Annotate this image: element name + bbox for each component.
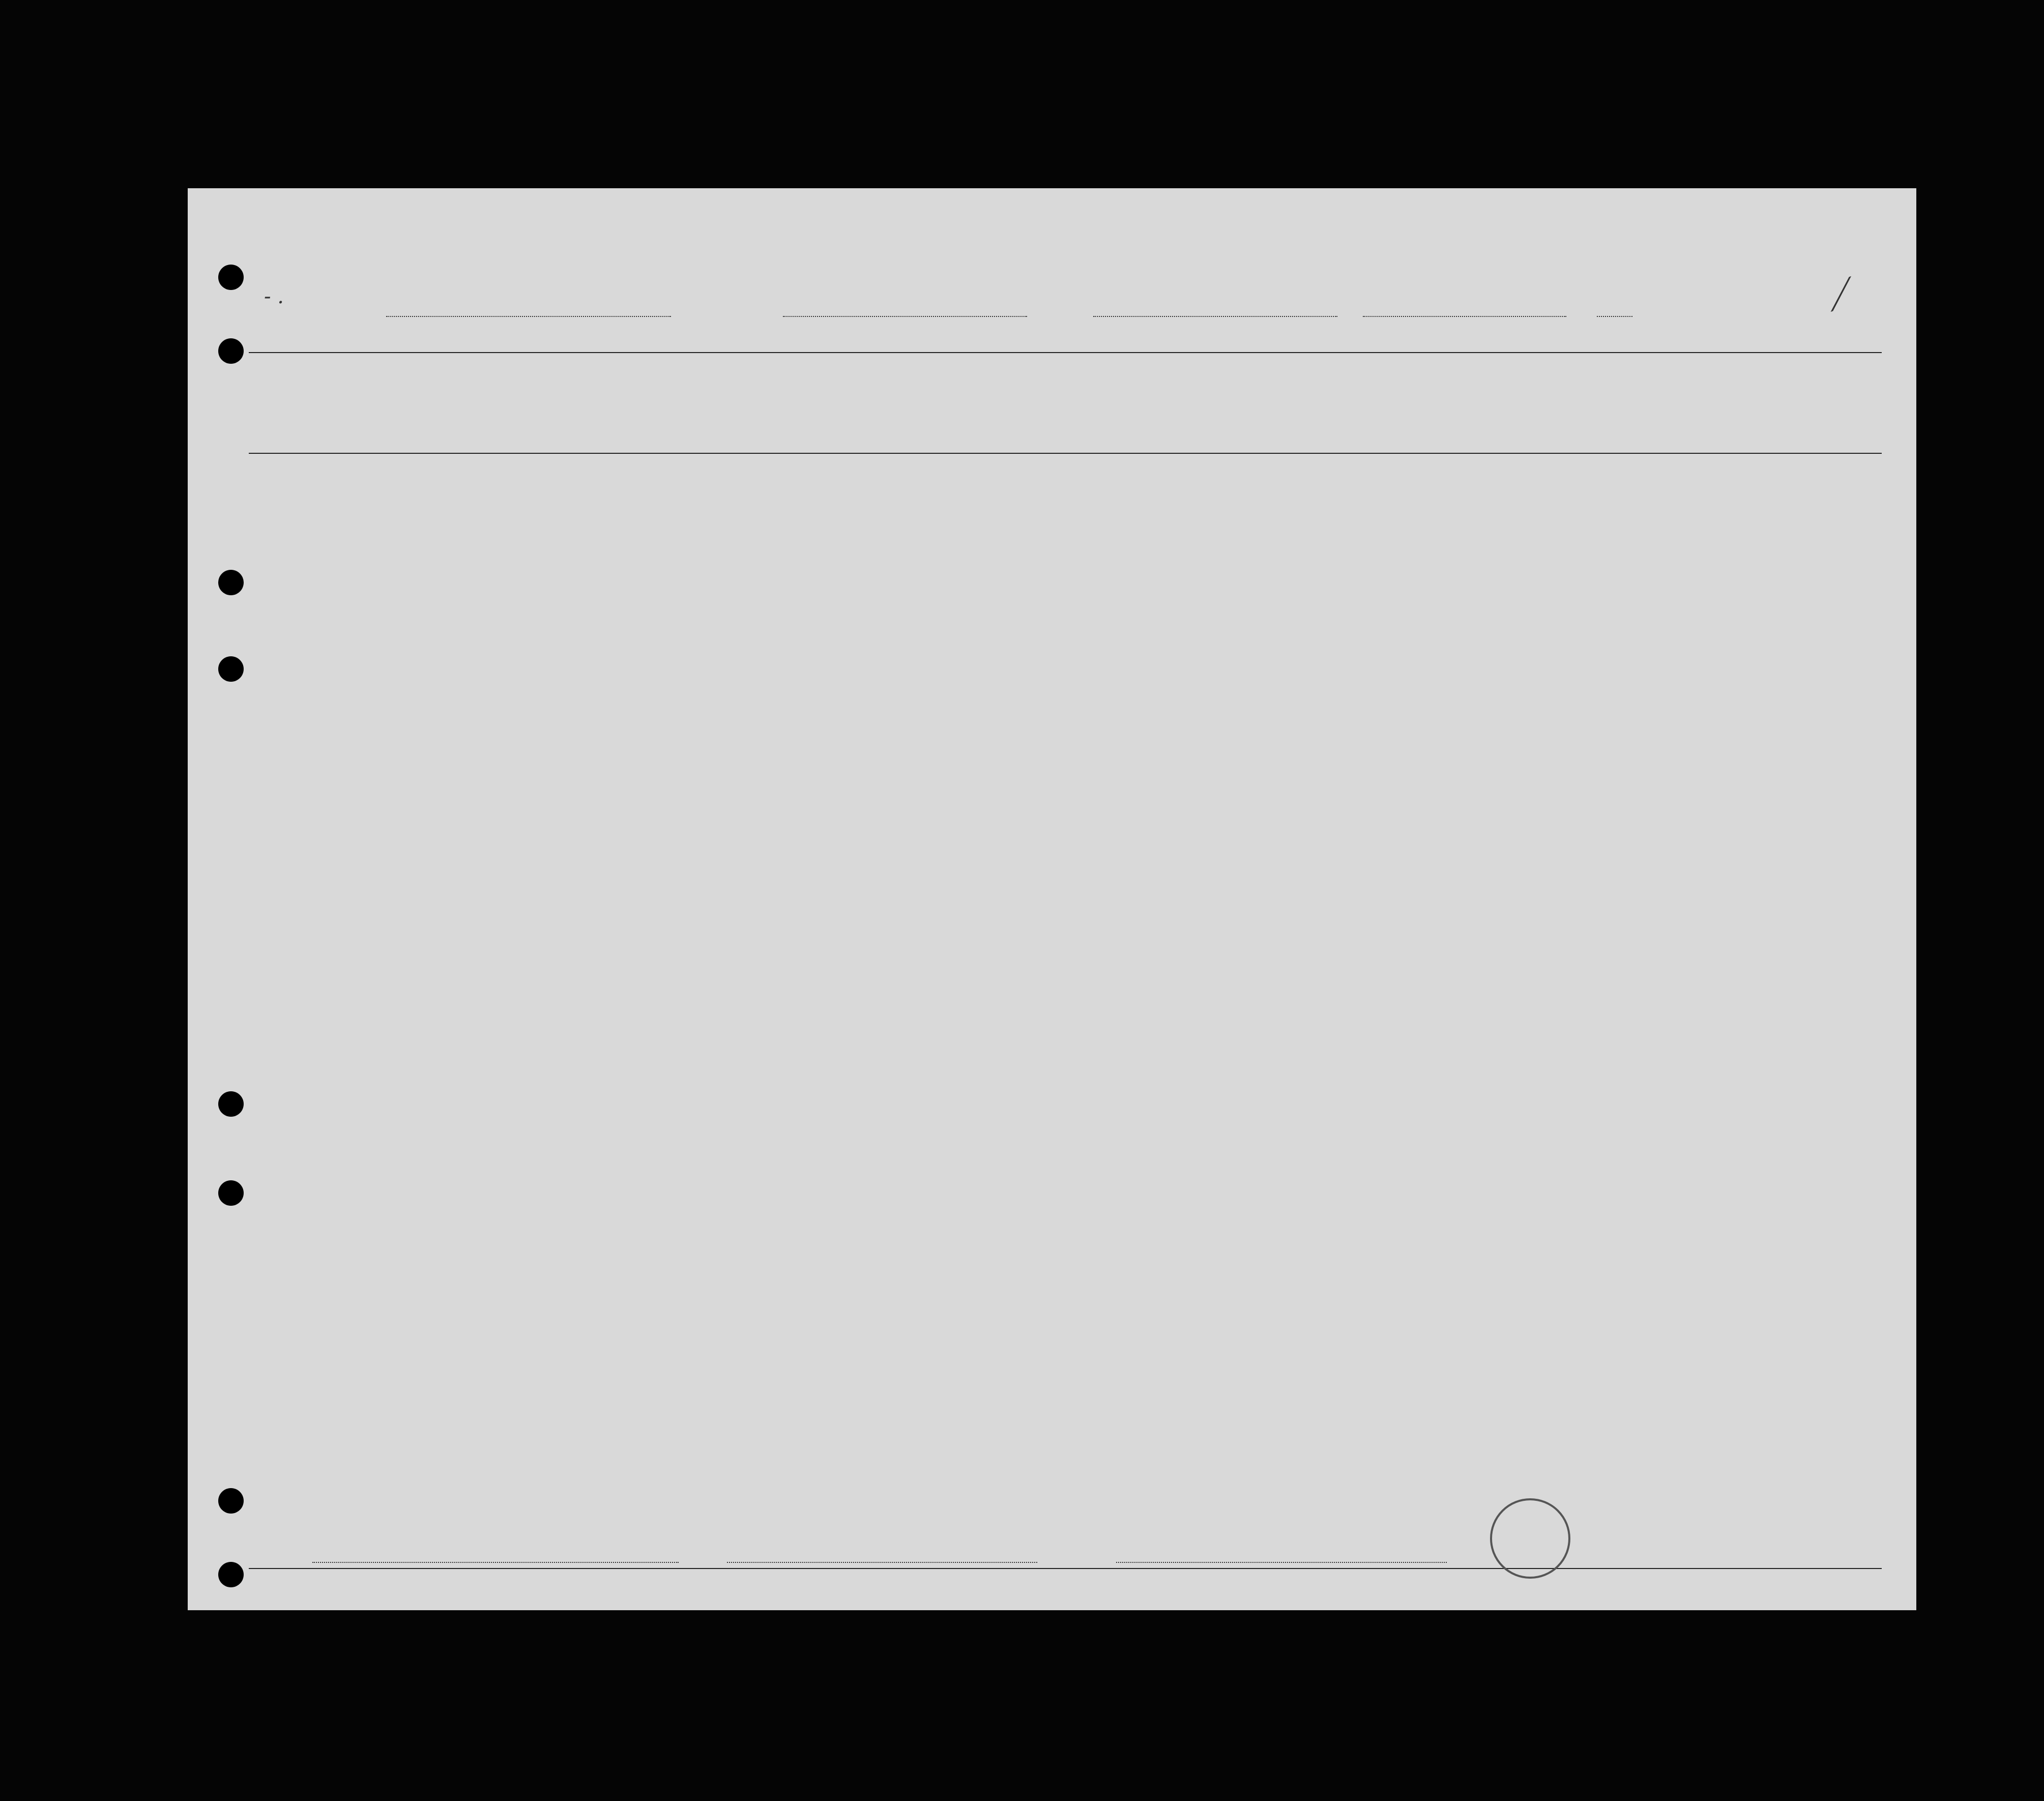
punch-hole (218, 656, 244, 682)
footer (251, 1557, 1905, 1597)
vessel-line (351, 313, 1877, 335)
punch-hole (218, 338, 244, 364)
manifest-sheet (188, 188, 1916, 1610)
punch-hole (218, 1562, 244, 1587)
punch-hole (218, 265, 244, 290)
agents-value (1116, 1562, 1447, 1563)
dash-mark: - . (264, 285, 284, 308)
arrival-date (1363, 316, 1566, 317)
year-value (1597, 316, 1632, 317)
punch-hole (218, 1488, 244, 1514)
owners-value (727, 1562, 1037, 1563)
sheet-number (1709, 226, 1892, 237)
punch-hole (218, 570, 244, 595)
arriving-port (1093, 316, 1337, 317)
line-value (312, 1562, 679, 1563)
sailing-port (783, 316, 1027, 317)
check-mark: ⟋ (1819, 272, 1857, 319)
punch-hole (218, 1180, 244, 1206)
vessel-name (386, 316, 671, 317)
port-stamp (1490, 1498, 1570, 1579)
punch-hole (218, 1091, 244, 1117)
